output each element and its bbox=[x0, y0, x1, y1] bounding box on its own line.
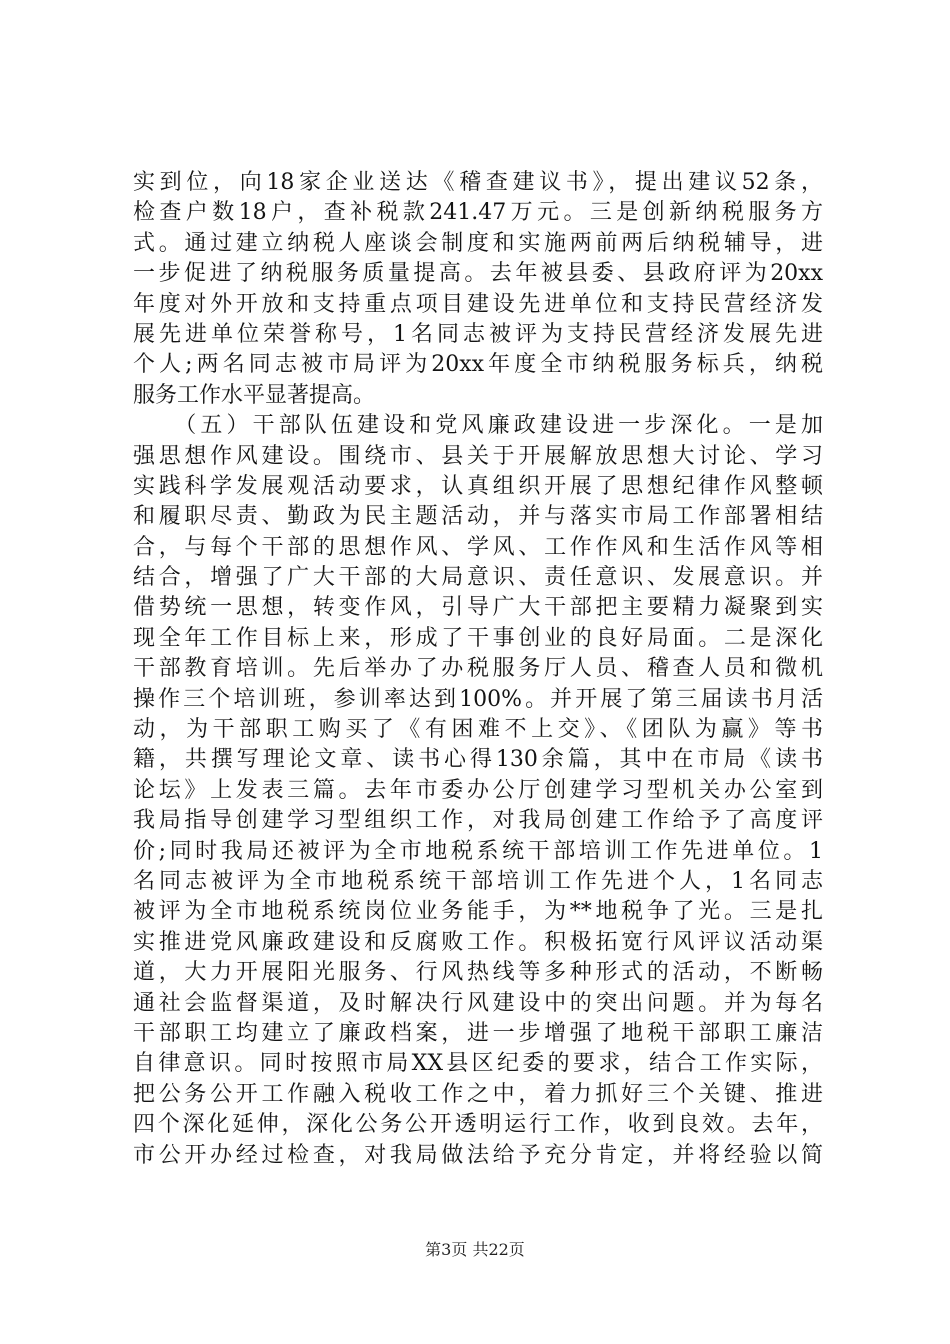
text-line: 合，与每个干部的思想作风、学风、工作作风和生活作风等相 bbox=[133, 534, 823, 560]
text-line: 实践科学发展观活动要求，认真组织开展了思想纪律作风整顿 bbox=[133, 473, 823, 499]
text-line: 市公开办经过检查，对我局做法给予充分肯定，并将经验以简 bbox=[133, 1142, 823, 1168]
text-line: 检查户数18户，查补税款241.47万元。三是创新纳税服务方 bbox=[133, 200, 823, 226]
body-text bbox=[133, 168, 823, 1171]
text-line: 籍，共撰写理论文章、读书心得130余篇，其中在市局《读书 bbox=[133, 747, 823, 773]
text-line: 实推进党风廉政建设和反腐败工作。积极拓宽行风评议活动渠 bbox=[133, 929, 823, 955]
text-line: 被评为全市地税系统岗位业务能手，为**地税争了光。三是扎 bbox=[133, 899, 823, 925]
text-line: 通社会监督渠道，及时解决行风建设中的突出问题。并为每名 bbox=[133, 990, 823, 1016]
text-line: 道，大力开展阳光服务、行风热线等多种形式的活动，不断畅 bbox=[133, 960, 823, 986]
text-line: 年度对外开放和支持重点项目建设先进单位和支持民营经济发 bbox=[133, 291, 823, 317]
text-line: 展先进单位荣誉称号，1名同志被评为支持民营经济发展先进 bbox=[133, 321, 823, 347]
page-footer: 第3页 共22页 bbox=[425, 1240, 525, 1259]
text-line: 服务工作水平显著提高。 bbox=[133, 382, 376, 408]
text-line: 干部职工均建立了廉政档案，进一步增强了地税干部职工廉洁 bbox=[133, 1020, 823, 1046]
text-line: 四个深化延伸，深化公务公开透明运行工作，收到良效。去年， bbox=[133, 1112, 823, 1138]
text-line: 我局指导创建学习型组织工作，对我局创建工作给予了高度评 bbox=[133, 808, 823, 834]
text-line: 操作三个培训班，参训率达到100%。并开展了第三届读书月活 bbox=[133, 686, 823, 712]
text-line: 名同志被评为全市地税系统干部培训工作先进个人，1名同志 bbox=[133, 868, 823, 894]
text-line: 把公务公开工作融入税收工作之中，着力抓好三个关键、推进 bbox=[133, 1081, 823, 1107]
text-line: 价;同时我局还被评为全市地税系统干部培训工作先进单位。1 bbox=[133, 838, 823, 864]
text-line: 个人;两名同志被市局评为20xx年度全市纳税服务标兵，纳税 bbox=[133, 352, 823, 378]
text-line: 强思想作风建设。围绕市、县关于开展解放思想大讨论、学习 bbox=[133, 443, 823, 469]
text-line: 结合，增强了广大干部的大局意识、责任意识、发展意识。并 bbox=[133, 565, 823, 591]
text-line: 实到位，向18家企业送达《稽查建议书》，提出建议52条， bbox=[133, 170, 823, 195]
text-line: 一步促进了纳税服务质量提高。去年被县委、县政府评为20xx bbox=[133, 261, 823, 287]
text-line: 现全年工作目标上来，形成了干事创业的良好局面。二是深化 bbox=[133, 625, 823, 651]
text-line: 和履职尽责、勤政为民主题活动，并与落实市局工作部署相结 bbox=[133, 504, 823, 530]
text-line: 论坛》上发表三篇。去年市委办公厅创建学习型机关办公室到 bbox=[133, 777, 823, 803]
text-line: （五）干部队伍建设和党风廉政建设进一步深化。一是加 bbox=[133, 413, 823, 439]
text-line: 式。通过建立纳税人座谈会制度和实施两前两后纳税辅导，进 bbox=[133, 230, 823, 256]
text-line: 借势统一思想，转变作风，引导广大干部把主要精力凝聚到实 bbox=[133, 595, 823, 621]
text-line: 动，为干部职工购买了《有困难不上交》、《团队为赢》等书 bbox=[133, 717, 823, 743]
text-line: 自律意识。同时按照市局XX县区纪委的要求，结合工作实际， bbox=[133, 1051, 823, 1077]
text-line: 干部教育培训。先后举办了办税服务厅人员、稽查人员和微机 bbox=[133, 656, 823, 682]
